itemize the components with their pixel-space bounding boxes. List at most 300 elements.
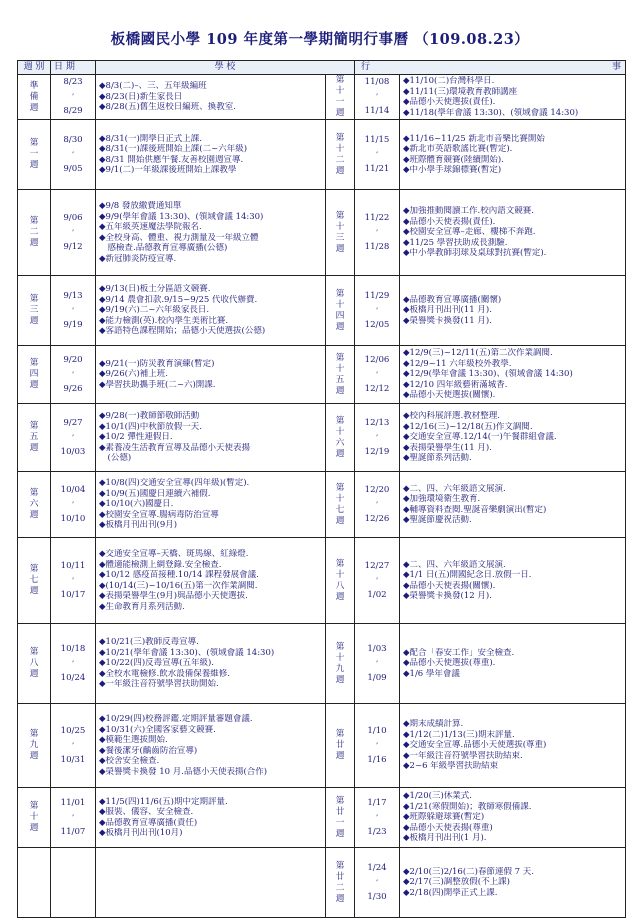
event-item: ◆生命教育月系列活動. [99, 601, 185, 612]
event-item: ◆一年級注音符號學習扶助開始. [99, 679, 219, 690]
week-label-char: 週 [29, 510, 39, 520]
calendar-body [18, 75, 626, 918]
week-label-char: 三 [29, 305, 39, 315]
week-row [18, 848, 626, 918]
date-end: 1/16 [367, 754, 387, 765]
date-start: 11/22 [364, 212, 390, 223]
date-separator: ’ [71, 576, 75, 585]
right-events-cell [400, 346, 626, 404]
left-events-cell [96, 788, 326, 848]
week-label-char: 備 [29, 91, 39, 102]
date-end: 11/14 [364, 106, 390, 116]
event-item: ◆9/26(六)補上班. [99, 369, 168, 380]
event-item: ◆期末成績計算. [403, 719, 464, 730]
event-item: ◆8/31 開始供應午餐.友善校園週宣導. [99, 154, 244, 165]
date-start: 11/29 [364, 290, 390, 301]
week-label-char: 週 [29, 443, 39, 453]
date-separator: ’ [71, 741, 75, 750]
right-events-cell [400, 75, 626, 120]
right-week-cell [326, 346, 355, 404]
right-events-cell [400, 404, 626, 472]
right-week-cell [326, 276, 355, 346]
week-label-char: 週 [335, 243, 345, 254]
event-item: ◆能力檢測(英).校內學生美術比賽. [99, 315, 229, 326]
week-label-char: 十 [335, 86, 345, 96]
event-item: ◆班際躲避球賽(暫定) [403, 812, 485, 823]
event-item: ◆板橋月刊出刊(11 月). [403, 305, 492, 316]
event-item: ◆8/31(一)課後班開始上課(二~六年級) [99, 144, 248, 154]
left-week-cell [18, 120, 51, 190]
week-label-char: 第 [335, 132, 345, 143]
date-separator: ’ [375, 93, 379, 101]
date-separator: ’ [71, 150, 75, 159]
event-item: ◆品德教育宣導廣播(責任) [99, 817, 198, 828]
week-label-char: 週 [29, 160, 39, 170]
page-title: 板橋國民小學 109 年度第一學期簡明行事曆 （109.08.23） [110, 31, 530, 48]
week-label-char: 六 [29, 499, 39, 509]
header-row [18, 61, 626, 75]
week-label-char: 五 [335, 374, 345, 385]
calendar-table [17, 60, 626, 918]
date-separator: ’ [375, 433, 379, 442]
left-events-cell [96, 704, 326, 788]
left-date-cell [51, 538, 96, 624]
date-separator: ’ [375, 741, 379, 750]
week-label-char: 第 [335, 352, 345, 363]
event-item: ◆輔導資料查閱.聖誕音樂劇演出(暫定) [403, 504, 547, 515]
week-label-char: 七 [29, 575, 39, 585]
event-item: ◆表揚榮譽學生(9月)與品德小天使選拔. [99, 591, 248, 601]
date-separator: ’ [71, 306, 75, 315]
event-item: ◆品德小天使表揚(關懷). [403, 580, 496, 591]
right-week-cell [326, 190, 355, 276]
week-label-char: 週 [335, 515, 345, 526]
date-end: 1/30 [367, 891, 387, 902]
left-events-cell [96, 346, 326, 404]
date-end: 10/17 [60, 589, 86, 600]
event-item: ◆8/23(日)新生家長日 [99, 91, 183, 102]
week-label-char: 第 [29, 421, 39, 431]
event-item: ◆11/16~11/25 新北市音樂比賽開始 [403, 133, 545, 144]
event-item: ◆2/18(四)開學正式上課. [403, 887, 498, 898]
right-week-cell [326, 75, 355, 120]
header-events-left: 行 [361, 62, 371, 73]
week-label-char: 週 [335, 828, 345, 839]
event-item: ◆校內科展評選.教材整理. [403, 411, 500, 422]
right-week-cell [326, 848, 355, 918]
week-label-char: 第 [335, 729, 345, 739]
date-end: 9/26 [63, 383, 83, 394]
event-item: ◆品德教育宣導廣播(關懷) [403, 294, 502, 305]
left-week-cell [18, 848, 51, 918]
event-item: ◆品德小天使選拔(關懷). [403, 390, 496, 401]
left-date-cell [51, 346, 96, 404]
event-item: ◆2/10(三)2/16(二)春節連假 7 天. [403, 866, 534, 877]
left-events-cell [96, 472, 326, 538]
week-label-char: 第 [29, 488, 39, 498]
event-item: ◆8/28(五)舊生返校日編班、換教室. [99, 102, 236, 113]
date-separator: ’ [71, 433, 75, 442]
date-separator: ’ [375, 659, 379, 668]
event-item: 感檢查.品德教育宣導廣播(公德) [99, 243, 228, 253]
date-separator: ’ [71, 93, 75, 101]
date-start: 1/17 [367, 797, 387, 808]
right-date-cell [355, 624, 400, 704]
right-date-cell [355, 120, 400, 190]
left-events-cell [96, 404, 326, 472]
right-events-cell [400, 538, 626, 624]
left-week-cell [18, 276, 51, 346]
date-start: 9/13 [63, 290, 83, 301]
right-date-cell [355, 538, 400, 624]
right-date-cell [355, 404, 400, 472]
right-events-cell [400, 472, 626, 538]
week-label-char: 六 [335, 437, 345, 448]
event-item: ◆1/6 學年會議 [403, 668, 460, 679]
left-date-cell [51, 704, 96, 788]
event-item: ◆客語特色課程開始；品德小天使選拔(公德) [99, 326, 266, 337]
week-label-char: 四 [335, 310, 345, 321]
left-date-cell [51, 404, 96, 472]
event-item: ◆模範生選拔開始. [99, 735, 168, 745]
event-item: ◆10/29(四)校務評鑑.定期評量審題會議. [99, 714, 253, 724]
week-label-char: 第 [335, 641, 345, 652]
week-label-char: 第 [335, 75, 345, 85]
event-item: ◆12/9(三)~12/11(五)第二次作業調閱. [403, 348, 553, 359]
week-label-char: 二 [335, 154, 345, 165]
date-start: 10/04 [60, 484, 86, 495]
week-label-char: 第 [29, 358, 39, 368]
week-label-char: 十 [335, 299, 345, 310]
right-events-cell [400, 788, 626, 848]
event-item: ◆1/1 日(五)開國紀念日.放假一日. [403, 570, 532, 580]
right-week-cell [326, 624, 355, 704]
week-label-char: 十 [335, 493, 345, 504]
event-item: ◆12/9(學年會議 13:30)、(領域會議 14:30) [403, 369, 573, 380]
event-item: ◆班際體育競賽(陸續開始). [403, 154, 504, 165]
week-label-char: 第 [29, 801, 39, 811]
date-start: 8/23 [63, 77, 83, 87]
header-date: 日 期 [51, 61, 96, 75]
event-item: ◆校園安全宣導.腸病毒防治宣導 [99, 509, 219, 520]
event-item: ◆全校水電檢修.飲水設備保養維修. [99, 668, 230, 679]
week-label-char: 週 [29, 102, 39, 113]
date-start: 9/20 [63, 354, 83, 365]
date-separator: ’ [71, 500, 75, 509]
week-label-char: 週 [29, 380, 39, 390]
week-label-char: 十 [335, 143, 345, 154]
week-label-char: 五 [29, 432, 39, 442]
left-events-cell [96, 120, 326, 190]
date-separator: ’ [375, 370, 379, 379]
event-item: ◆11/18(學年會議 13:30)、(領域會議 14:30) [403, 107, 579, 118]
right-date-cell [355, 704, 400, 788]
week-row [18, 190, 626, 276]
left-week-cell [18, 404, 51, 472]
event-item: ◆加強環境衛生教育. [403, 494, 481, 504]
left-date-cell [51, 190, 96, 276]
week-label-char: 週 [29, 316, 39, 326]
week-row [18, 704, 626, 788]
week-label-char: 第 [29, 729, 39, 739]
event-item: ◆學習扶助攜手班(二~六)開課. [99, 379, 216, 390]
left-date-cell [51, 472, 96, 538]
week-label-char: 一 [335, 97, 345, 107]
week-label-char: 週 [29, 586, 39, 596]
week-label-char: 週 [335, 321, 345, 332]
event-item: ◆10/21(學年會議 13:30)、(領域會議 14:30) [99, 647, 275, 658]
week-label-char: 二 [335, 882, 345, 893]
event-item: ◆新冠肺炎防疫宣導. [99, 253, 177, 264]
week-label-char: 十 [335, 426, 345, 437]
week-label-char: 第 [335, 288, 345, 299]
week-label-char: 週 [335, 751, 345, 761]
right-week-cell [326, 788, 355, 848]
date-separator: ’ [71, 370, 75, 379]
event-item: ◆9/19(六)二~六年級家長日. [99, 305, 210, 316]
right-week-cell [326, 472, 355, 538]
left-date-cell [51, 788, 96, 848]
event-item: ◆11/5(四)11/6(五)期中定期評量. [99, 796, 228, 807]
week-row [18, 276, 626, 346]
date-start: 12/20 [364, 484, 390, 495]
date-separator: ’ [375, 228, 379, 237]
event-item: ◆校舍安全檢查. [99, 756, 160, 766]
week-label-char: 週 [335, 591, 345, 602]
week-label-char: 第 [335, 482, 345, 493]
date-start: 1/03 [367, 643, 387, 654]
week-row [18, 120, 626, 190]
week-label-char: 週 [29, 238, 39, 248]
date-start: 10/18 [60, 643, 86, 654]
event-item: ◆9/9(學年會議 13:30)、(領域會議 14:30) [99, 211, 264, 222]
right-date-cell [355, 75, 400, 120]
event-item: ◆9/14 農會扣款.9/15~9/25 代收代辦費. [99, 294, 258, 305]
event-item: ◆聖誕節慶祝活動. [403, 515, 472, 525]
date-start: 12/06 [364, 354, 390, 365]
week-label-char: 週 [335, 385, 345, 396]
week-label-char: 第 [29, 564, 39, 574]
left-date-cell [51, 276, 96, 346]
event-item: ◆10/10(六)國慶日. [99, 499, 174, 510]
event-item: ◆1/20(三)休業式. [403, 791, 472, 802]
event-item: ◆板橋月刊出刊(10月) [99, 828, 183, 838]
date-end: 10/10 [60, 513, 86, 524]
right-date-cell [355, 276, 400, 346]
header-school-cell [96, 61, 355, 75]
event-item: ◆11/11(三)環境教育教師講座 [403, 86, 518, 97]
event-item: ◆10/22(四)反毒宣導(五年級). [99, 658, 214, 669]
week-label-char: 週 [335, 893, 345, 904]
week-label-char: 第 [335, 558, 345, 569]
event-item: ◆10/21(三)教師反毒宣導. [99, 637, 199, 648]
event-item: ◆12/10 四年級藝術滿城香. [403, 379, 508, 390]
date-start: 11/01 [60, 797, 86, 808]
left-date-cell [51, 848, 96, 918]
date-start: 12/13 [364, 417, 390, 428]
left-week-cell [18, 190, 51, 276]
date-end: 12/12 [364, 383, 390, 394]
event-item: ◆8/31(一)開學日正式上課. [99, 133, 202, 144]
event-item: ◆交通安全宣導.12/14(一)午餐群組會議. [403, 432, 557, 443]
week-row [18, 538, 626, 624]
date-end: 1/09 [367, 672, 387, 683]
event-item: ◆品德小天使表揚(責任). [403, 216, 496, 227]
event-item: ◆榮譽獎卡換發 10 月.品德小天使表揚(合作) [99, 766, 268, 777]
date-separator: ’ [71, 659, 75, 668]
week-label-char: 週 [29, 823, 39, 833]
week-row [18, 404, 626, 472]
week-label-char: 十 [335, 221, 345, 232]
event-item: ◆10/8(四)交通安全宣導(四年級)(暫定). [99, 478, 250, 489]
week-label-char: 七 [335, 504, 345, 515]
date-separator: ’ [71, 813, 75, 822]
event-item: ◆9/21(一)防災教育演練(暫定) [99, 358, 215, 369]
event-item: ◆二、四、六年級語文展演. [403, 483, 506, 494]
event-item: ◆板橋月刊出刊(1 月). [403, 833, 487, 844]
date-end: 9/19 [63, 319, 83, 330]
date-separator: ’ [375, 306, 379, 315]
right-events-cell [400, 120, 626, 190]
left-date-cell [51, 624, 96, 704]
week-label-char: 第 [29, 216, 39, 226]
date-end: 11/21 [364, 163, 390, 174]
week-label-char: 第 [335, 860, 345, 871]
date-start: 1/10 [367, 725, 387, 736]
week-label-char: 廿 [335, 740, 345, 750]
right-date-cell [355, 472, 400, 538]
event-item: ◆9/13(日)板土分區語文競賽. [99, 284, 211, 295]
week-label-char: 週 [29, 751, 39, 761]
week-label-char: 第 [29, 138, 39, 148]
event-item: ◆校園安全宣導–走廊、樓梯不奔跑. [403, 227, 536, 238]
date-start: 12/27 [364, 560, 390, 571]
event-item: ◆一年級注音符號學習扶助結束. [403, 750, 523, 761]
right-date-cell [355, 848, 400, 918]
event-item: ◆榮譽獎卡換發(11 月). [403, 315, 492, 326]
date-separator: ’ [71, 228, 75, 237]
right-week-cell [326, 704, 355, 788]
left-events-cell [96, 624, 326, 704]
date-start: 10/11 [60, 560, 86, 571]
week-label-char: 週 [335, 674, 345, 685]
event-item: ◆交通安全宣導–天橋、斑馬線、紅綠燈. [99, 549, 249, 559]
date-end: 11/07 [60, 826, 86, 837]
event-item: ◆10/12 感疫苗接種.10/14 課程發展會議. [99, 570, 259, 580]
right-events-cell [400, 848, 626, 918]
week-label-char: 八 [335, 580, 345, 591]
event-item: ◆全校身高、體重、視力測量及一年級立體 [99, 232, 259, 243]
left-week-cell [18, 75, 51, 120]
event-item: ◆素養凌生活教育宣導及品德小天使表揚 [99, 442, 251, 453]
left-week-cell [18, 624, 51, 704]
event-item: ◆(10/14(三)~10/16(五)第一次作業調閱. [99, 580, 258, 591]
left-events-cell [96, 276, 326, 346]
left-events-cell [96, 190, 326, 276]
header-events-right: 事 [611, 62, 621, 73]
left-events-cell [96, 75, 326, 120]
event-item: ◆10/9(五)國慶日連續六補假. [99, 488, 211, 499]
week-row [18, 788, 626, 848]
week-label-char: 十 [335, 363, 345, 374]
date-end: 12/05 [364, 319, 390, 330]
right-date-cell [355, 788, 400, 848]
week-label-char: 二 [29, 227, 39, 237]
date-end: 1/23 [367, 826, 387, 837]
event-item: ◆中小學教師羽球及桌球對抗賽(暫定). [403, 248, 547, 259]
week-label-char: 第 [335, 210, 345, 221]
left-week-cell [18, 346, 51, 404]
week-label-char: 週 [335, 448, 345, 459]
date-end: 9/05 [63, 163, 83, 174]
date-end: 8/29 [63, 106, 83, 116]
week-label-char: 週 [29, 669, 39, 679]
date-end: 12/26 [364, 513, 390, 524]
date-separator: ’ [375, 813, 379, 822]
event-item: ◆9/8 發放繳費通知單 [99, 201, 182, 211]
event-item: ◆10/31(六)全國客家藝文競賽. [99, 724, 216, 735]
date-end: 1/02 [367, 589, 387, 600]
event-item: ◆2~6 年級學習扶助結束 [403, 761, 499, 772]
right-events-cell [400, 190, 626, 276]
date-separator: ’ [375, 576, 379, 585]
date-start: 11/08 [364, 77, 390, 87]
date-end: 10/24 [60, 672, 86, 683]
week-label-char: 準 [29, 80, 39, 91]
event-item: ◆加強推動閱讀工作.校內語文競賽. [403, 206, 534, 217]
week-label-char: 第 [335, 795, 345, 806]
event-item: ◆聖誕節系列活動. [403, 453, 472, 464]
week-row [18, 472, 626, 538]
right-week-cell [326, 120, 355, 190]
event-item: ◆體適能檢測上網登錄.安全檢查. [99, 559, 222, 570]
left-events-cell [96, 848, 326, 918]
event-item: ◆1/12(二)1/13(三)期末評量. [403, 729, 515, 740]
right-events-cell [400, 276, 626, 346]
week-label-char: 第 [335, 415, 345, 426]
date-end: 9/12 [63, 241, 83, 252]
week-label-char: 廿 [335, 871, 345, 882]
week-label-char: 八 [29, 658, 39, 668]
event-item: ◆2/17(三)調整放假(不上課) [403, 877, 510, 888]
date-start: 10/25 [60, 725, 86, 736]
left-date-cell [51, 120, 96, 190]
right-events-cell [400, 704, 626, 788]
date-separator: ’ [375, 500, 379, 509]
event-item: ◆配合「春安工作」安全檢查. [403, 647, 515, 658]
left-week-cell [18, 538, 51, 624]
event-item: ◆10/2 彈性連假日. [99, 432, 173, 443]
event-item: ◆餐後潔牙(齲齒防治宣導) [99, 745, 198, 756]
header-week: 週 別 [18, 61, 51, 75]
left-week-cell [18, 788, 51, 848]
right-week-cell [326, 404, 355, 472]
event-item: ◆品德小天使選拔(責任). [403, 97, 496, 107]
event-item: ◆表揚榮譽學生(11 月). [403, 442, 492, 453]
left-events-cell [96, 538, 326, 624]
week-label-char: 三 [335, 232, 345, 243]
event-item: ◆8/3(二)–、三、五年級編班 [99, 81, 207, 92]
event-item: ◆服裝、儀容、安全檢查. [99, 807, 194, 817]
header-events-cell [355, 61, 626, 75]
date-end: 10/03 [60, 446, 86, 457]
week-label-char: 四 [29, 369, 39, 379]
event-item: ◆板橋月刊出刊(9月) [99, 520, 178, 531]
event-item: ◆五年級英速魔法學院報名. [99, 222, 202, 232]
date-start: 9/27 [63, 417, 83, 428]
date-separator: ’ [375, 878, 379, 887]
right-week-cell [326, 538, 355, 624]
